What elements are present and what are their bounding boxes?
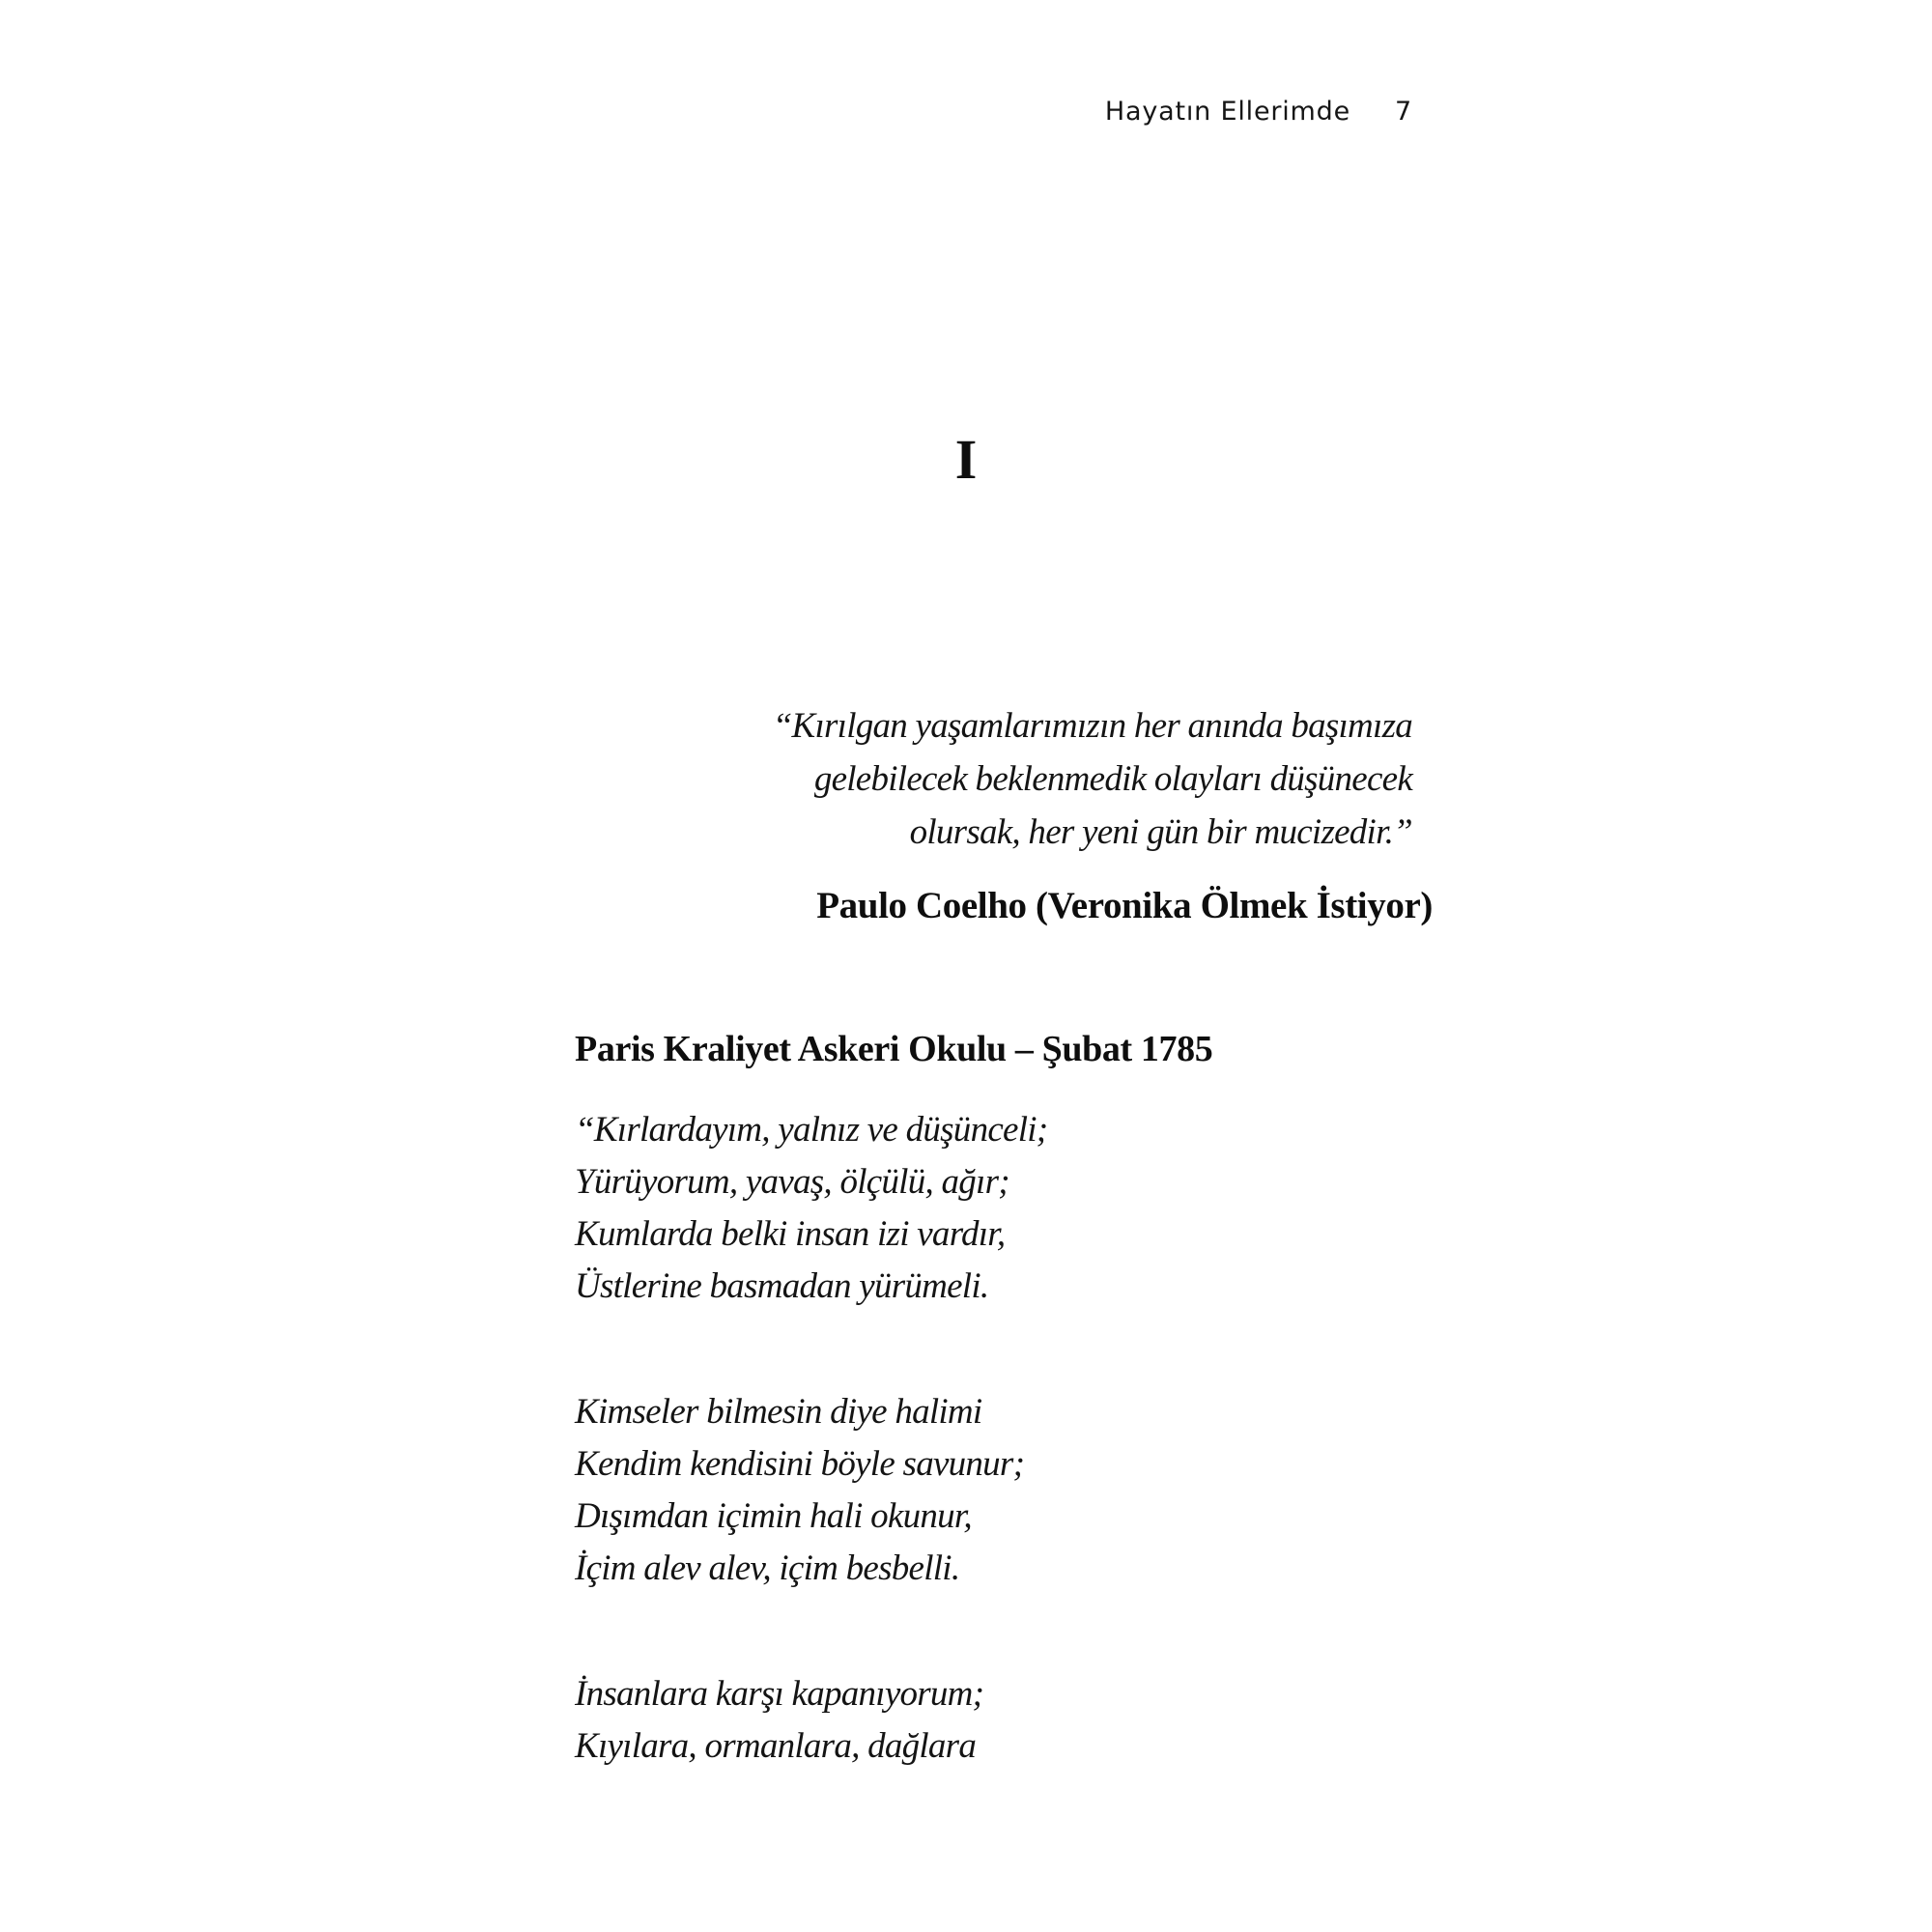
- poem-line: “Kırlardayım, yalnız ve düşünceli;: [575, 1110, 1048, 1150]
- poem-line: Kimseler bilmesin diye halimi: [575, 1392, 982, 1432]
- page-number: 7: [1395, 97, 1412, 127]
- poem-line: Kumlarda belki insan izi vardır,: [575, 1214, 1006, 1254]
- poem-line: Üstlerine basmadan yürümeli.: [575, 1266, 989, 1306]
- poem-stanza: [575, 1386, 1412, 1595]
- running-header: [575, 97, 1412, 127]
- poem-stanza: [575, 1668, 1412, 1773]
- poem-line: Kıyılara, ormanlara, dağlara: [575, 1726, 977, 1766]
- poem-line: Dışımdan içimin hali okunur,: [575, 1496, 972, 1536]
- section-heading: Paris Kraliyet Askeri Okulu – Şubat 1785: [575, 1029, 1213, 1069]
- chapter-numeral: I: [954, 428, 978, 491]
- poem: [575, 1104, 1412, 1846]
- running-header-book-title: Hayatın Ellerimde: [1104, 97, 1351, 127]
- poem-line: İçim alev alev, içim besbelli.: [575, 1548, 960, 1588]
- poem-line: Kendim kendisini böyle savunur;: [575, 1444, 1025, 1484]
- poem-stanza: [575, 1104, 1412, 1313]
- epigraph-attribution: Paulo Coelho (Veronika Ölmek İstiyor): [816, 885, 1433, 926]
- epigraph-line: gelebilecek beklenmedik olayları düşünecek: [813, 759, 1412, 799]
- poem-line: Yürüyorum, yavaş, ölçülü, ağır;: [575, 1162, 1009, 1202]
- epigraph-line: olursak, her yeni gün bir mucizedir.”: [909, 812, 1412, 852]
- epigraph-line: “Kırılgan yaşamlarımızın her anında başımıza: [772, 706, 1412, 746]
- poem-line: İnsanlara karşı kapanıyorum;: [575, 1674, 984, 1714]
- epigraph-quote: [575, 699, 1412, 859]
